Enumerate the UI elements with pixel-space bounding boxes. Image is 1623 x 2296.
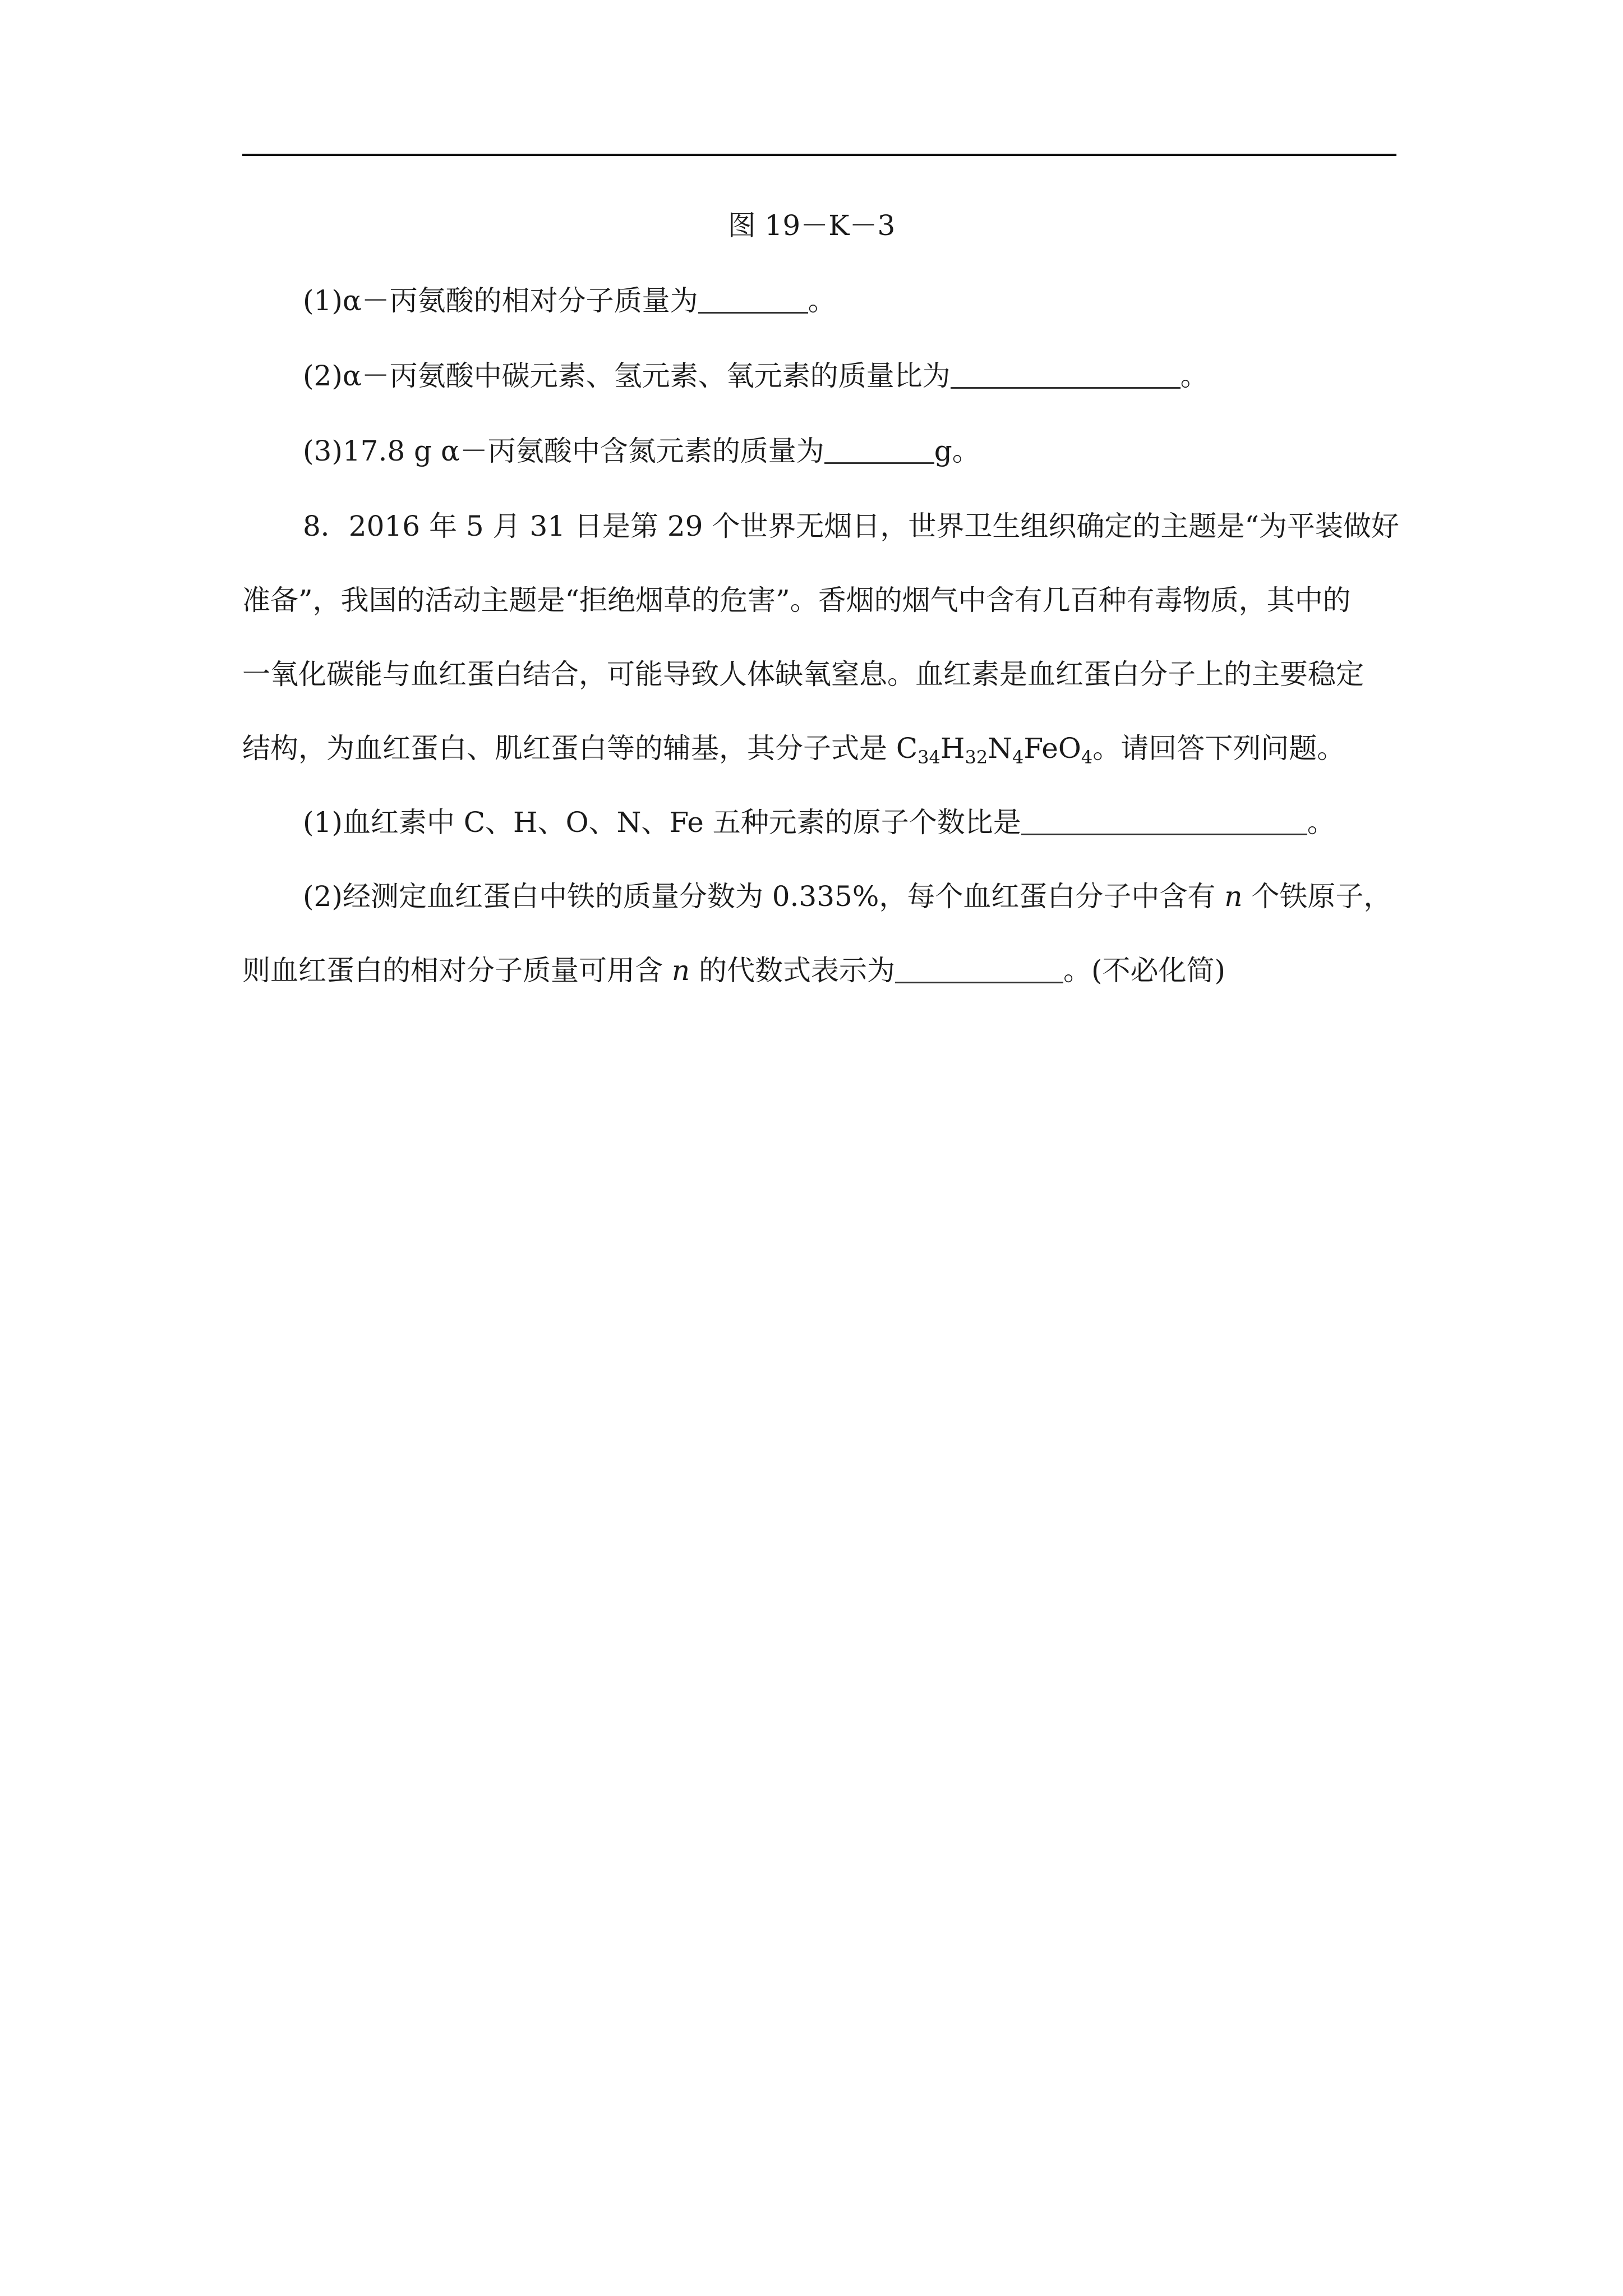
q8-line4-pre: 结构，为血红蛋白、肌红蛋白等的辅基，其分子式是 C — [242, 732, 918, 765]
q8-part2-line2-pre: 则血红蛋白的相对分子质量可用含 — [242, 954, 672, 987]
q7-part1-blank[interactable] — [698, 284, 808, 314]
q7-part3 — [303, 434, 980, 468]
q8-part2-line2-n: n — [671, 954, 690, 987]
q7-part2-blank[interactable] — [951, 359, 1181, 389]
q8-part2-line2 — [242, 954, 1225, 987]
q8-part2-line1-pre: (2)经测定血红蛋白中铁的质量分数为 0.335%，每个血红蛋白分子中含有 — [303, 880, 1225, 913]
formula-feo: FeO — [1023, 732, 1081, 765]
top-rule — [242, 154, 1396, 156]
formula-sub-4a: 4 — [1012, 747, 1024, 768]
q8-line1: 8．2016 年 5 月 31 日是第 29 个世界无烟日，世界卫生组织确定的主题是“为平装做好 — [303, 510, 1399, 542]
q8-part2-line1-post: 个铁原子， — [1242, 880, 1392, 913]
q8-part2-line2-mid: 的代数式表示为 — [690, 954, 896, 987]
q7-part2-end: 。 — [1180, 360, 1209, 392]
q7-part1-end: 。 — [808, 284, 836, 317]
q7-part3-blank[interactable] — [824, 434, 934, 464]
formula-sub-4b: 4 — [1081, 747, 1093, 768]
q8-part2-n: n — [1224, 880, 1243, 913]
q7-part1 — [303, 284, 836, 318]
q8-part2-line1 — [303, 880, 1391, 913]
q8-part2-line2-end: 。(不必化简) — [1063, 954, 1226, 987]
formula-sub-34: 34 — [917, 747, 940, 768]
q7-part3-text: (3)17.8 g α－丙氨酸中含氮元素的质量为 — [303, 435, 824, 467]
q7-part2-text: (2)α－丙氨酸中碳元素、氢元素、氧元素的质量比为 — [303, 360, 951, 392]
formula-h: H — [940, 732, 965, 765]
q8-part1 — [303, 806, 1335, 839]
formula-sub-32: 32 — [965, 747, 988, 768]
q7-part1-text: (1)α－丙氨酸的相对分子质量为 — [303, 284, 698, 317]
q8-part2-blank[interactable] — [895, 954, 1063, 983]
formula-n: N — [988, 732, 1012, 765]
q7-part3-end: g。 — [934, 435, 980, 467]
figure-caption-19-k-3: 图 19－K－3 — [727, 209, 896, 242]
q8-line3: 一氧化碳能与血红蛋白结合，可能导致人体缺氧窒息。血红素是血红蛋白分子上的主要稳定 — [242, 658, 1364, 691]
q8-part1-blank[interactable] — [1021, 806, 1307, 835]
q8-line2: 准备”，我国的活动主题是“拒绝烟草的危害”。香烟的烟气中含有几百种有毒物质，其中的 — [242, 584, 1351, 616]
q8-line4-post: 。请回答下列问题。 — [1092, 732, 1345, 765]
q7-part2 — [303, 359, 1209, 393]
q8-part1-text: (1)血红素中 C、H、O、N、Fe 五种元素的原子个数比是 — [303, 806, 1021, 839]
q8-part1-end: 。 — [1307, 806, 1335, 839]
q8-line4 — [242, 731, 1345, 768]
